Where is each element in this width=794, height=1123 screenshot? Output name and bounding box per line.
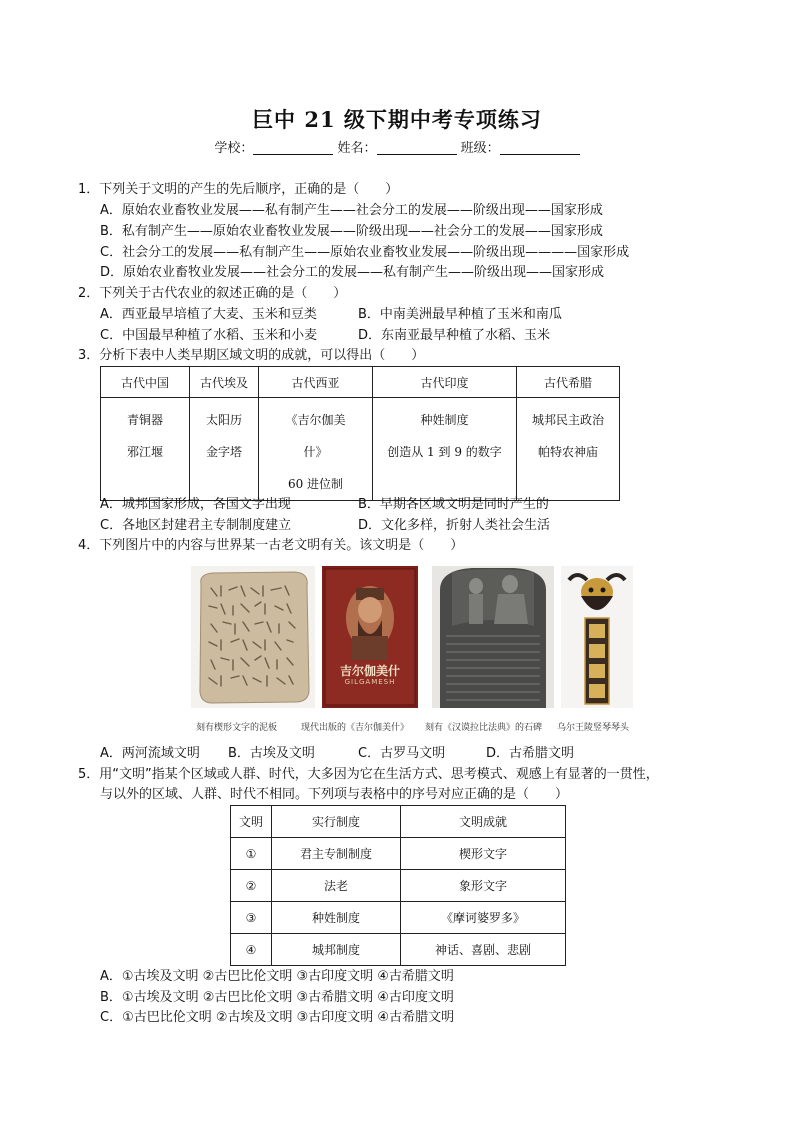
q3-cell-china xyxy=(101,398,190,501)
q3-cell-text: 青铜器 xyxy=(126,413,163,427)
q5-cell-number: ④ xyxy=(231,934,272,966)
q1-option-c[interactable]: C．社会分工的发展——私有制产生——原始农业畜牧业发展——阶级出现————国家形成 xyxy=(100,245,630,260)
table-row xyxy=(231,902,566,934)
table-row xyxy=(231,870,566,902)
class-label: 班级： xyxy=(460,141,500,156)
q3-option-d[interactable]: D．文化多样，折射人类社会生活 xyxy=(358,518,551,533)
q5-cell-achievement: 《摩诃婆罗多》 xyxy=(401,902,566,934)
q3-civilization-table xyxy=(100,366,620,501)
q3-cell-text: 城邦民主政治 xyxy=(531,413,604,427)
q5-header-civilization: 文明 xyxy=(231,806,272,838)
q3-cell-text: 什》 xyxy=(303,445,328,459)
gilgamesh-book-image xyxy=(322,566,418,708)
q5-option-c[interactable]: C．①古巴比伦文明 ②古埃及文明 ③古印度文明 ④古希腊文明 xyxy=(100,1010,455,1025)
book-title-text: 吉尔伽美什 xyxy=(339,664,400,678)
q5-cell-achievement: 神话、喜剧、悲剧 xyxy=(401,934,566,966)
q5-header-system: 实行制度 xyxy=(272,806,401,838)
class-blank[interactable] xyxy=(500,140,580,155)
q5-cell-system: 种姓制度 xyxy=(272,902,401,934)
q3-cell-text: 金字塔 xyxy=(205,445,242,459)
q5-cell-number: ② xyxy=(231,870,272,902)
q4-option-d[interactable]: D．古希腊文明 xyxy=(486,746,575,761)
q3-header-china: 古代中国 xyxy=(101,367,190,398)
school-label: 学校： xyxy=(214,141,254,156)
q5-cell-system: 法老 xyxy=(272,870,401,902)
q3-option-a[interactable]: A．城邦国家形成，各国文字出现 xyxy=(100,497,291,512)
clay-tablet-image xyxy=(191,566,315,708)
table-row xyxy=(231,934,566,966)
q3-cell-west-asia xyxy=(259,398,373,501)
q3-header-west-asia: 古代西亚 xyxy=(259,367,373,398)
q3-cell-text: 创造从 1 到 9 的数字 xyxy=(387,445,502,459)
q5-cell-number: ③ xyxy=(231,902,272,934)
q4-stem: 4．下列图片中的内容与世界某一古老文明有关。该文明是（ ） xyxy=(78,538,464,553)
q3-cell-text: 《吉尔伽美 xyxy=(285,413,346,427)
q5-cell-achievement: 楔形文字 xyxy=(401,838,566,870)
q3-header-egypt: 古代埃及 xyxy=(190,367,259,398)
q5-cell-number: ① xyxy=(231,838,272,870)
q5-cell-system: 君主专制制度 xyxy=(272,838,401,870)
q2-stem: 2．下列关于古代农业的叙述正确的是（ ） xyxy=(78,286,347,301)
student-info xyxy=(0,140,794,158)
q5-cell-achievement: 象形文字 xyxy=(401,870,566,902)
q1-option-d[interactable]: D．原始农业畜牧业发展——社会分工的发展——私有制产生——阶级出现——国家形成 xyxy=(100,265,605,280)
q3-option-b[interactable]: B．早期各区域文明是同时产生的 xyxy=(358,497,549,512)
q3-cell-text: 60 进位制 xyxy=(287,477,344,491)
q1-option-a[interactable]: A．原始农业畜牧业发展——私有制产生——社会分工的发展——阶级出现——国家形成 xyxy=(100,203,603,218)
lyre-head-image xyxy=(561,566,633,708)
caption-book: 现代出版的《吉尔伽美什》 xyxy=(301,723,410,733)
q3-header-greece: 古代希腊 xyxy=(517,367,620,398)
school-blank[interactable] xyxy=(253,140,333,155)
q4-option-c[interactable]: C．古罗马文明 xyxy=(358,746,446,761)
table-row xyxy=(231,838,566,870)
q2-option-c[interactable]: C．中国最早种植了水稻、玉米和小麦 xyxy=(100,328,318,343)
caption-clay-tablet: 刻有楔形文字的泥板 xyxy=(196,723,278,733)
q5-cell-system: 城邦制度 xyxy=(272,934,401,966)
q3-cell-text: 种姓制度 xyxy=(420,413,469,427)
name-blank[interactable] xyxy=(377,140,457,155)
q1-stem: 1．下列关于文明的产生的先后顺序，正确的是（ ） xyxy=(78,182,399,197)
q3-cell-text: 邪江堰 xyxy=(126,445,163,459)
q5-stem-line1: 5．用“文明”指某个区域或人群、时代，大多因为它在生活方式、思考模式、观感上有显著的一贯性， xyxy=(78,767,659,782)
q2-option-a[interactable]: A．西亚最早培植了大麦、玉米和豆类 xyxy=(100,307,317,322)
q2-option-d[interactable]: D．东南亚最早种植了水稻、玉米 xyxy=(358,328,551,343)
caption-stele: 刻有《汉谟拉比法典》的石碑 xyxy=(425,723,543,733)
q4-option-a[interactable]: A．两河流域文明 xyxy=(100,746,200,761)
q5-option-a[interactable]: A．①古埃及文明 ②古巴比伦文明 ③古印度文明 ④古希腊文明 xyxy=(100,969,454,984)
q2-option-b[interactable]: B．中南美洲最早种植了玉米和南瓜 xyxy=(358,307,562,322)
q5-option-b[interactable]: B．①古埃及文明 ②古巴比伦文明 ③古希腊文明 ④古印度文明 xyxy=(100,990,454,1005)
q3-cell-greece xyxy=(517,398,620,501)
page-title: 巨中 21 级下期中考专项练习 xyxy=(252,107,542,132)
q3-header-india: 古代印度 xyxy=(373,367,517,398)
q4-option-b[interactable]: B．古埃及文明 xyxy=(228,746,315,761)
q3-stem: 3．分析下表中人类早期区域文明的成就，可以得出（ ） xyxy=(78,348,425,363)
q3-option-c[interactable]: C．各地区封建君主专制制度建立 xyxy=(100,518,292,533)
q1-option-b[interactable]: B．私有制产生——原始农业畜牧业发展——阶级出现——社会分工的发展——国家形成 xyxy=(100,224,603,239)
q3-cell-text: 帕特农神庙 xyxy=(537,445,598,459)
q3-cell-india xyxy=(373,398,517,501)
name-label: 姓名： xyxy=(337,141,377,156)
q5-stem-line2: 与以外的区域、人群、时代不相同。下列项与表格中的序号对应正确的是（ ） xyxy=(100,787,569,802)
hammurabi-stele-image xyxy=(432,566,554,708)
caption-lyre: 乌尔王陵竖琴琴头 xyxy=(557,723,630,733)
book-subtitle-text: GILGAMESH xyxy=(344,678,396,686)
q5-civilization-table xyxy=(230,805,566,966)
q3-cell-text: 太阳历 xyxy=(205,413,242,427)
q5-header-achievement: 文明成就 xyxy=(401,806,566,838)
q3-cell-egypt xyxy=(190,398,259,501)
